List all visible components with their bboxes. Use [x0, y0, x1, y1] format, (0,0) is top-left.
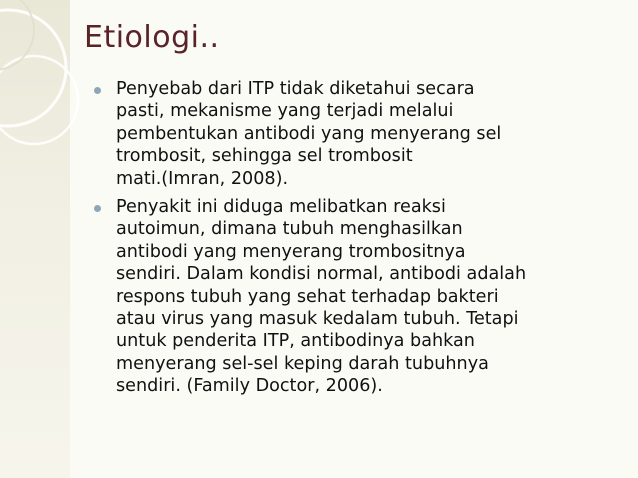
- bullet-line: trombosit, sehingga sel trombosit: [116, 146, 413, 167]
- bullet-line: antibodi yang menyerang trombositnya: [116, 241, 466, 262]
- bullet-line: sendiri. Dalam kondisi normal, antibodi adalah: [116, 264, 527, 285]
- bullet-item: [94, 78, 629, 190]
- bullet-line: pembentukan antibodi yang menyerang sel: [116, 123, 502, 144]
- bullet-item: [94, 196, 629, 398]
- bullet-line: sendiri. (Family Doctor, 2006).: [116, 376, 383, 397]
- bullet-line: respons tubuh yang sehat terhadap bakteri: [116, 286, 499, 307]
- bullet-line: pasti, mekanisme yang terjadi melalui: [116, 101, 454, 122]
- bullet-line: Penyakit ini diduga melibatkan reaksi: [116, 197, 446, 218]
- bullet-list: [94, 78, 629, 404]
- bullet-line: autoimun, dimana tubuh menghasilkan: [116, 219, 463, 240]
- slide-title: Etiologi..: [84, 20, 220, 55]
- bullet-line: atau virus yang masuk kedalam tubuh. Tetapi: [116, 309, 519, 330]
- bullet-line: mati.(Imran, 2008).: [116, 168, 289, 189]
- bullet-line: Penyebab dari ITP tidak diketahui secara: [116, 79, 475, 99]
- bullet-line: untuk penderita ITP, antibodinya bahkan: [116, 331, 475, 352]
- bullet-line: menyerang sel-sel keping darah tubuhnya: [116, 353, 489, 374]
- bullet-icon: [94, 87, 101, 94]
- bullet-icon: [94, 205, 101, 212]
